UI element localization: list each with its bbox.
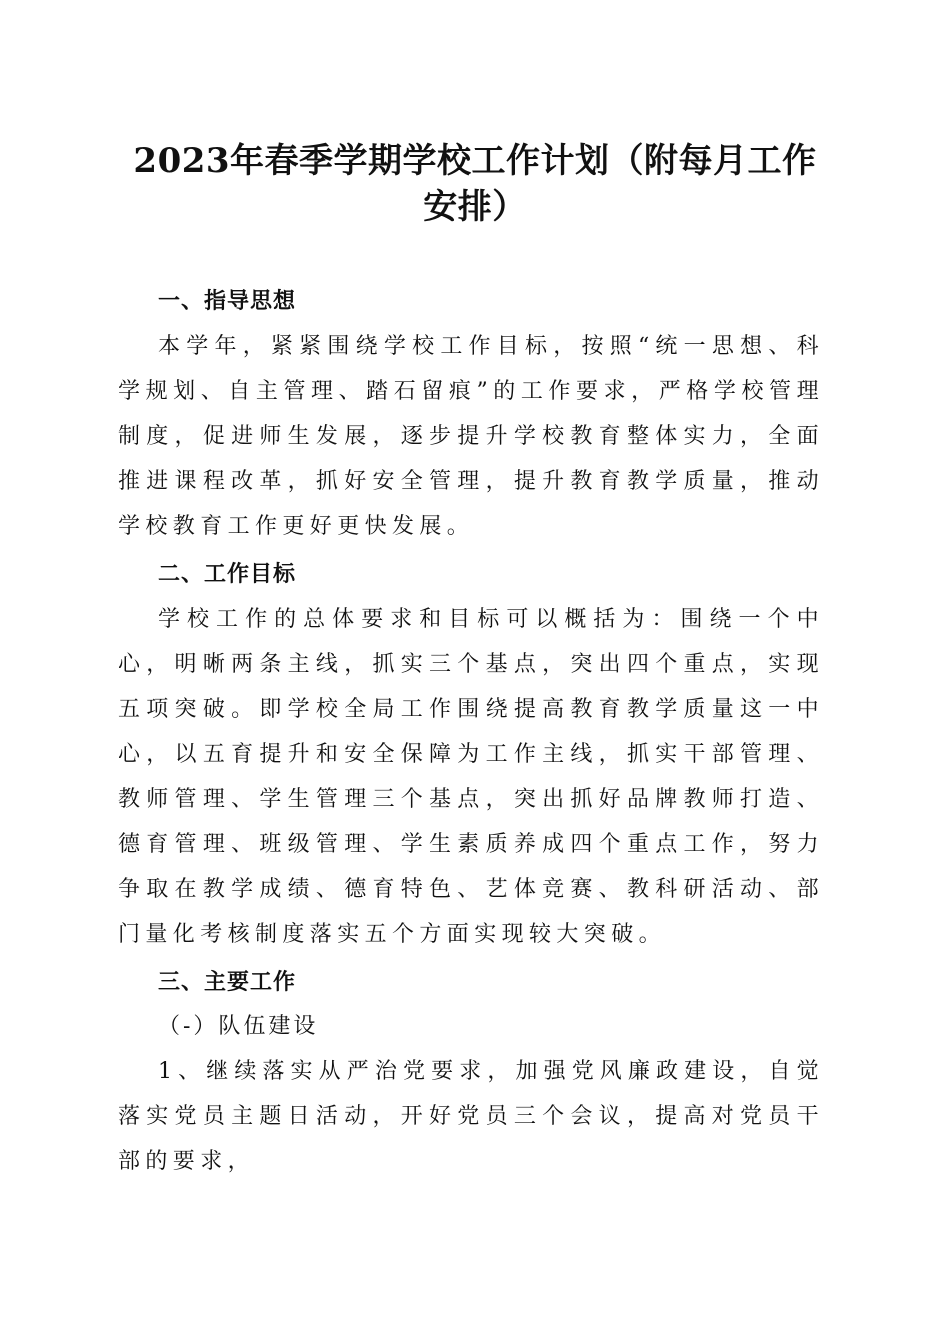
section-heading-work-goals: 二、工作目标	[158, 562, 297, 587]
title-line-2: 安排）	[423, 187, 527, 227]
document-body	[118, 280, 824, 1184]
subsection-heading-team-building: （-）队伍建设	[158, 1014, 319, 1039]
title-line-1: 2023年春季学期学校工作计划（附每月工作	[133, 141, 817, 181]
section-heading-main-work: 三、主要工作	[158, 970, 297, 995]
section-paragraph-main-work: 1、继续落实从严治党要求，加强党风廉政建设，自觉落实党员主题日活动，开好党员三个会议，提高对党员干部的要求，	[118, 1059, 824, 1174]
section-heading-guiding-ideology: 一、指导思想	[158, 289, 297, 314]
section-paragraph-guiding-ideology: 本学年，紧紧围绕学校工作目标，按照“统一思想、科学规划、自主管理、踏石留痕”的工作要求，严格学校管理制度，促进师生发展，逐步提升学校教育整体实力，全面推进课程改革，抓好安全管理，提升教育教学质量，推动学校教育工作更好更快发展。	[118, 334, 824, 539]
section-paragraph-work-goals: 学校工作的总体要求和目标可以概括为：围绕一个中心，明晰两条主线，抓实三个基点，突出四个重点，实现五项突破。即学校全局工作围绕提高教育教学质量这一中心，以五育提升和安全保障为工作主线，抓实干部管理、教师管理、学生管理三个基点，突出抓好品牌教师打造、德育管理、班级管理、学生素质养成四个重点工作，努力争取在教学成绩、德育特色、艺体竞赛、教科研活动、部门量化考核制度落实五个方面实现较大突破。	[118, 607, 824, 947]
document-title	[118, 138, 832, 230]
